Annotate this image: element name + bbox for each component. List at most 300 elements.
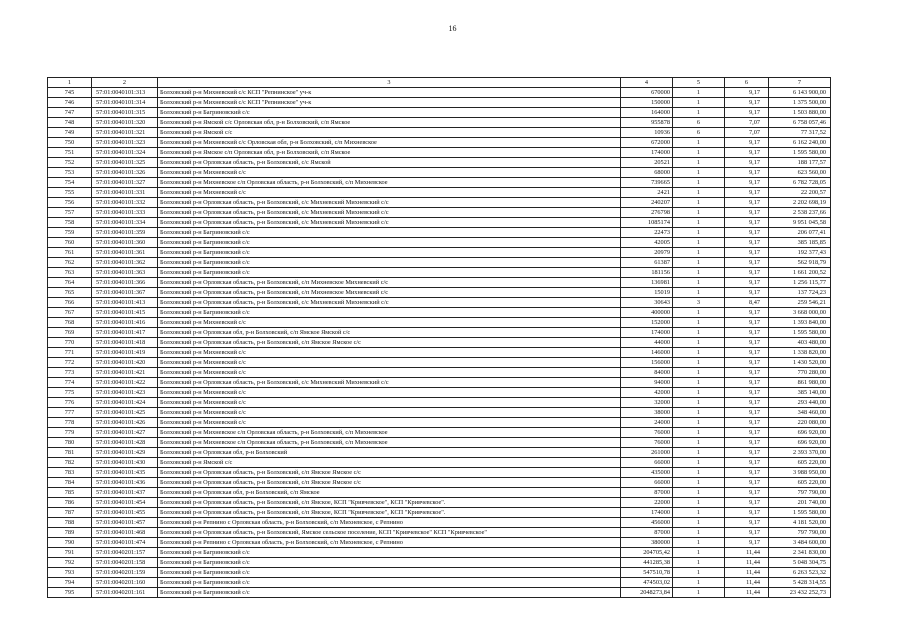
cadastral-value-cell: 137 724,23 [769,288,831,298]
area-cell: 66000 [621,478,673,488]
location-cell: Болховский р-н Орловская область, р-н Болховский, с/п Ямское, КСП "Кривчевское", КСП "Кривчевское". [158,508,621,518]
row-number-cell: 769 [48,328,92,338]
table-row [48,468,831,478]
location-cell: Болховский р-н Багриновский с/с [158,228,621,238]
area-cell: 2421 [621,188,673,198]
row-number-cell: 759 [48,228,92,238]
cadastral-number-cell: 57:01:0040201:159 [92,568,158,578]
area-cell: 15019 [621,288,673,298]
table-row [48,388,831,398]
specific-value-cell: 8,47 [725,298,769,308]
group-cell: 1 [673,328,725,338]
row-number-cell: 762 [48,258,92,268]
table-row [48,148,831,158]
cadastral-value-cell: 5 048 304,75 [769,558,831,568]
cadastral-value-cell: 4 181 520,00 [769,518,831,528]
location-cell: Болховский р-н Орловская область, р-н Болховский, с/п Михневское Михневский с/с [158,288,621,298]
specific-value-cell: 9,17 [725,288,769,298]
group-cell: 1 [673,158,725,168]
cadastral-value-cell: 3 484 600,00 [769,538,831,548]
cadastral-number-cell: 57:01:0040101:424 [92,398,158,408]
cadastral-value-cell: 192 377,43 [769,248,831,258]
cadastral-value-cell: 1 595 580,00 [769,148,831,158]
group-cell: 1 [673,218,725,228]
row-number-cell: 756 [48,198,92,208]
row-number-cell: 780 [48,438,92,448]
cadastral-value-cell: 6 143 900,00 [769,88,831,98]
cadastral-number-cell: 57:01:0040101:367 [92,288,158,298]
cadastral-value-cell: 2 341 830,00 [769,548,831,558]
area-cell: 22473 [621,228,673,238]
row-number-cell: 790 [48,538,92,548]
row-number-cell: 786 [48,498,92,508]
column-header-7: 7 [769,78,831,88]
area-cell: 20521 [621,158,673,168]
cadastral-value-cell: 605 220,00 [769,458,831,468]
table-row [48,548,831,558]
cadastral-number-cell: 57:01:0040101:324 [92,148,158,158]
cadastral-number-cell: 57:01:0040101:422 [92,378,158,388]
table-row [48,98,831,108]
cadastral-value-cell: 6 263 523,32 [769,568,831,578]
location-cell: Болховский р-н Орловская область, р-н Болховский, с/п Ямское Ямское с/с [158,468,621,478]
row-number-cell: 782 [48,458,92,468]
group-cell: 1 [673,468,725,478]
area-cell: 76000 [621,438,673,448]
location-cell: Болховский р-н Орловская область, р-н Болховский, с/с Михневский Михневский с/с [158,218,621,228]
group-cell: 1 [673,478,725,488]
table-row [48,88,831,98]
row-number-cell: 777 [48,408,92,418]
location-cell: Болховский р-н Орловская обл, р-н Болховский [158,448,621,458]
area-cell: 24000 [621,418,673,428]
table-row [48,278,831,288]
cadastral-number-cell: 57:01:0040101:427 [92,428,158,438]
location-cell: Болховский р-н Орловская область, р-н Болховский, с/п Ямское, КСП "Кривчевское", КСП "Кривчевское". [158,498,621,508]
cadastral-value-cell: 6 162 240,00 [769,138,831,148]
group-cell: 1 [673,458,725,468]
specific-value-cell: 9,17 [725,158,769,168]
table-row [48,578,831,588]
table-row [48,488,831,498]
cadastral-value-cell: 1 338 820,00 [769,348,831,358]
location-cell: Болховский р-н Ямской с/с [158,458,621,468]
area-cell: 32000 [621,398,673,408]
row-number-cell: 787 [48,508,92,518]
group-cell: 1 [673,538,725,548]
group-cell: 1 [673,168,725,178]
cadastral-number-cell: 57:01:0040101:416 [92,318,158,328]
location-cell: Болховский р-н Михневский с/с [158,188,621,198]
cadastral-number-cell: 57:01:0040201:161 [92,588,158,598]
cadastral-number-cell: 57:01:0040101:325 [92,158,158,168]
group-cell: 1 [673,508,725,518]
specific-value-cell: 9,17 [725,208,769,218]
cadastral-value-cell: 1 375 500,00 [769,98,831,108]
row-number-cell: 747 [48,108,92,118]
cadastral-value-cell: 403 480,00 [769,338,831,348]
specific-value-cell: 9,17 [725,268,769,278]
group-cell: 1 [673,228,725,238]
row-number-cell: 761 [48,248,92,258]
group-cell: 3 [673,298,725,308]
cadastral-number-cell: 57:01:0040101:420 [92,358,158,368]
row-number-cell: 754 [48,178,92,188]
cadastral-number-cell: 57:01:0040101:360 [92,238,158,248]
row-number-cell: 751 [48,148,92,158]
group-cell: 1 [673,548,725,558]
table-row [48,498,831,508]
row-number-cell: 781 [48,448,92,458]
location-cell: Болховский р-н Михневское с/п Орловская область, р-н Болховский, с/п Михневское [158,438,621,448]
cadastral-number-cell: 57:01:0040101:334 [92,218,158,228]
location-cell: Болховский р-н Михневский с/с [158,318,621,328]
area-cell: 87000 [621,528,673,538]
cadastral-value-cell: 1 661 200,52 [769,268,831,278]
cadastral-number-cell: 57:01:0040101:363 [92,268,158,278]
table-row [48,378,831,388]
location-cell: Болховский р-н Михневский с/с [158,168,621,178]
group-cell: 1 [673,388,725,398]
cadastral-value-cell: 696 920,00 [769,428,831,438]
cadastral-value-cell: 797 790,00 [769,528,831,538]
row-number-cell: 783 [48,468,92,478]
cadastral-number-cell: 57:01:0040101:437 [92,488,158,498]
cadastral-number-cell: 57:01:0040101:315 [92,108,158,118]
cadastral-value-cell: 770 280,00 [769,368,831,378]
group-cell: 1 [673,528,725,538]
table-row [48,288,831,298]
group-cell: 1 [673,448,725,458]
location-cell: Болховский р-н Орловская область, р-н Болховский, с/с Михневский Михневский с/с [158,208,621,218]
location-cell: Болховский р-н Михневский с/с КСП "Репнинское" уч-к [158,98,621,108]
cadastral-number-cell: 57:01:0040101:321 [92,128,158,138]
table-row [48,568,831,578]
table-row [48,168,831,178]
row-number-cell: 749 [48,128,92,138]
cadastral-value-cell: 696 920,00 [769,438,831,448]
table-row [48,248,831,258]
cadastral-value-cell: 9 951 045,58 [769,218,831,228]
table-row [48,418,831,428]
row-number-cell: 748 [48,118,92,128]
cadastral-value-cell: 623 560,00 [769,168,831,178]
specific-value-cell: 9,17 [725,358,769,368]
location-cell: Болховский р-н Багриновский с/с [158,558,621,568]
row-number-cell: 745 [48,88,92,98]
table-row [48,188,831,198]
cadastral-number-cell: 57:01:0040101:333 [92,208,158,218]
cadastral-number-cell: 57:01:0040101:323 [92,138,158,148]
area-cell: 174000 [621,508,673,518]
specific-value-cell: 9,17 [725,338,769,348]
row-number-cell: 757 [48,208,92,218]
cadastral-number-cell: 57:01:0040101:435 [92,468,158,478]
group-cell: 1 [673,198,725,208]
location-cell: Болховский р-н Репнино с Орловская область, р-н Болховский, с/п Михневское, с Репнино [158,518,621,528]
specific-value-cell: 9,17 [725,348,769,358]
table-row [48,138,831,148]
specific-value-cell: 11,44 [725,548,769,558]
area-cell: 474503,02 [621,578,673,588]
cadastral-value-cell: 6 782 728,05 [769,178,831,188]
column-header-3: 3 [158,78,621,88]
table-row [48,338,831,348]
area-cell: 400000 [621,308,673,318]
table-row [48,208,831,218]
row-number-cell: 768 [48,318,92,328]
table-row [48,558,831,568]
specific-value-cell: 9,17 [725,518,769,528]
column-header-5: 5 [673,78,725,88]
cadastral-number-cell: 57:01:0040101:426 [92,418,158,428]
table-row [48,298,831,308]
location-cell: Болховский р-н Багриновский с/с [158,238,621,248]
specific-value-cell: 9,17 [725,218,769,228]
table-row [48,408,831,418]
cadastral-value-cell: 6 758 057,46 [769,118,831,128]
cadastral-value-cell: 201 740,00 [769,498,831,508]
location-cell: Болховский р-н Багриновский с/с [158,308,621,318]
table-row [48,108,831,118]
cadastral-number-cell: 57:01:0040101:331 [92,188,158,198]
specific-value-cell: 9,17 [725,148,769,158]
area-cell: 435000 [621,468,673,478]
cadastral-value-cell: 220 080,00 [769,418,831,428]
cadastral-value-cell: 259 546,21 [769,298,831,308]
row-number-cell: 792 [48,558,92,568]
column-header-1: 1 [48,78,92,88]
row-number-cell: 746 [48,98,92,108]
group-cell: 1 [673,408,725,418]
specific-value-cell: 11,44 [725,558,769,568]
location-cell: Болховский р-н Михневский с/с [158,408,621,418]
table-row [48,228,831,238]
location-cell: Болховский р-н Михневский с/с Орловская обл, р-н Болховский, с/п Михневское [158,138,621,148]
specific-value-cell: 9,17 [725,238,769,248]
group-cell: 1 [673,108,725,118]
group-cell: 1 [673,558,725,568]
table-row [48,128,831,138]
area-cell: 84000 [621,368,673,378]
table-row [48,428,831,438]
area-cell: 61387 [621,258,673,268]
row-number-cell: 760 [48,238,92,248]
cadastral-value-cell: 1 595 580,00 [769,508,831,518]
column-header-6: 6 [725,78,769,88]
specific-value-cell: 9,17 [725,198,769,208]
table-row [48,178,831,188]
group-cell: 6 [673,118,725,128]
group-cell: 1 [673,488,725,498]
row-number-cell: 788 [48,518,92,528]
area-cell: 380000 [621,538,673,548]
location-cell: Болховский р-н Михневский с/с [158,368,621,378]
cadastral-number-cell: 57:01:0040101:362 [92,258,158,268]
cadastral-number-cell: 57:01:0040101:436 [92,478,158,488]
location-cell: Болховский р-н Багриновский с/с [158,568,621,578]
location-cell: Болховский р-н Орловская обл, р-н Болховский, с/п Ямское Ямской с/с [158,328,621,338]
row-number-cell: 779 [48,428,92,438]
cadastral-value-cell: 77 317,52 [769,128,831,138]
area-cell: 156000 [621,358,673,368]
area-cell: 164000 [621,108,673,118]
row-number-cell: 753 [48,168,92,178]
specific-value-cell: 9,17 [725,188,769,198]
table-header-row [48,78,831,88]
group-cell: 1 [673,498,725,508]
specific-value-cell: 9,17 [725,528,769,538]
group-cell: 1 [673,338,725,348]
cadastral-number-cell: 57:01:0040101:418 [92,338,158,348]
row-number-cell: 789 [48,528,92,538]
area-cell: 456000 [621,518,673,528]
cadastral-value-cell: 1 430 520,00 [769,358,831,368]
cadastral-number-cell: 57:01:0040101:454 [92,498,158,508]
group-cell: 6 [673,128,725,138]
specific-value-cell: 9,17 [725,258,769,268]
specific-value-cell: 9,17 [725,508,769,518]
area-cell: 30643 [621,298,673,308]
group-cell: 1 [673,518,725,528]
specific-value-cell: 9,17 [725,328,769,338]
specific-value-cell: 9,17 [725,418,769,428]
specific-value-cell: 9,17 [725,368,769,378]
cadastral-number-cell: 57:01:0040101:419 [92,348,158,358]
location-cell: Болховский р-н Орловская область, р-н Болховский, с/с Михневский Михневский с/с [158,378,621,388]
specific-value-cell: 9,17 [725,138,769,148]
column-header-2: 2 [92,78,158,88]
table-row [48,528,831,538]
row-number-cell: 794 [48,578,92,588]
table-row [48,458,831,468]
specific-value-cell: 9,17 [725,538,769,548]
area-cell: 441285,38 [621,558,673,568]
cadastral-number-cell: 57:01:0040101:415 [92,308,158,318]
row-number-cell: 752 [48,158,92,168]
specific-value-cell: 9,17 [725,388,769,398]
column-header-4: 4 [621,78,673,88]
group-cell: 1 [673,88,725,98]
group-cell: 1 [673,148,725,158]
location-cell: Болховский р-н Михневский с/с [158,348,621,358]
cadastral-value-cell: 293 440,00 [769,398,831,408]
location-cell: Болховский р-н Ямской с/с Орловская обл, р-н Болховский, с/п Ямское [158,118,621,128]
area-cell: 174000 [621,148,673,158]
area-cell: 38000 [621,408,673,418]
specific-value-cell: 11,44 [725,568,769,578]
area-cell: 94000 [621,378,673,388]
area-cell: 670000 [621,88,673,98]
table-row [48,358,831,368]
area-cell: 261000 [621,448,673,458]
location-cell: Болховский р-н Михневский с/с [158,398,621,408]
cadastral-number-cell: 57:01:0040201:157 [92,548,158,558]
group-cell: 1 [673,398,725,408]
table-row [48,438,831,448]
specific-value-cell: 7,07 [725,128,769,138]
group-cell: 1 [673,258,725,268]
row-number-cell: 764 [48,278,92,288]
cadastral-number-cell: 57:01:0040101:425 [92,408,158,418]
row-number-cell: 767 [48,308,92,318]
row-number-cell: 773 [48,368,92,378]
specific-value-cell: 9,17 [725,178,769,188]
cadastral-value-cell: 1 256 115,77 [769,278,831,288]
page-number: 16 [448,24,457,33]
cadastral-number-cell: 57:01:0040201:158 [92,558,158,568]
specific-value-cell: 9,17 [725,88,769,98]
area-cell: 955878 [621,118,673,128]
cadastral-number-cell: 57:01:0040101:320 [92,118,158,128]
row-number-cell: 795 [48,588,92,598]
cadastral-value-cell: 797 790,00 [769,488,831,498]
area-cell: 547510,78 [621,568,673,578]
location-cell: Болховский р-н Репнино с Орловская область, р-н Болховский, с/п Михневское, с Репнино [158,538,621,548]
table-row [48,478,831,488]
row-number-cell: 776 [48,398,92,408]
group-cell: 1 [673,428,725,438]
location-cell: Болховский р-н Орловская область, р-н Болховский, с/п Ямское Ямское с/с [158,478,621,488]
area-cell: 76000 [621,428,673,438]
cadastral-number-cell: 57:01:0040101:430 [92,458,158,468]
group-cell: 1 [673,178,725,188]
group-cell: 1 [673,138,725,148]
cadastral-number-cell: 57:01:0040101:327 [92,178,158,188]
group-cell: 1 [673,588,725,598]
group-cell: 1 [673,238,725,248]
group-cell: 1 [673,278,725,288]
specific-value-cell: 9,17 [725,468,769,478]
specific-value-cell: 9,17 [725,398,769,408]
cadastral-number-cell: 57:01:0040101:359 [92,228,158,238]
location-cell: Болховский р-н Михневский с/с [158,418,621,428]
area-cell: 672000 [621,138,673,148]
cadastral-value-cell: 861 980,00 [769,378,831,388]
location-cell: Болховский р-н Багриновский с/с [158,268,621,278]
group-cell: 1 [673,288,725,298]
area-cell: 204705,42 [621,548,673,558]
row-number-cell: 785 [48,488,92,498]
specific-value-cell: 7,07 [725,118,769,128]
specific-value-cell: 9,17 [725,278,769,288]
specific-value-cell: 9,17 [725,498,769,508]
location-cell: Болховский р-н Ямской с/с [158,128,621,138]
cadastral-value-cell: 188 177,57 [769,158,831,168]
cadastral-value-cell: 23 432 252,73 [769,588,831,598]
cadastral-number-cell: 57:01:0040101:326 [92,168,158,178]
table-row [48,508,831,518]
area-cell: 174000 [621,328,673,338]
area-cell: 66000 [621,458,673,468]
specific-value-cell: 9,17 [725,168,769,178]
specific-value-cell: 9,17 [725,108,769,118]
row-number-cell: 758 [48,218,92,228]
location-cell: Болховский р-н Багриновский с/с [158,588,621,598]
cadastral-number-cell: 57:01:0040101:314 [92,98,158,108]
area-cell: 68000 [621,168,673,178]
row-number-cell: 766 [48,298,92,308]
cadastral-value-cell: 206 077,41 [769,228,831,238]
location-cell: Болховский р-н Михневский с/с КСП "Репнинское" уч-к [158,88,621,98]
table-row [48,588,831,598]
area-cell: 181156 [621,268,673,278]
location-cell: Болховский р-н Михневское с/п Орловская область, р-н Болховский, с/п Михневское [158,428,621,438]
group-cell: 1 [673,418,725,428]
cadastral-number-cell: 57:01:0040101:428 [92,438,158,448]
group-cell: 1 [673,188,725,198]
row-number-cell: 775 [48,388,92,398]
